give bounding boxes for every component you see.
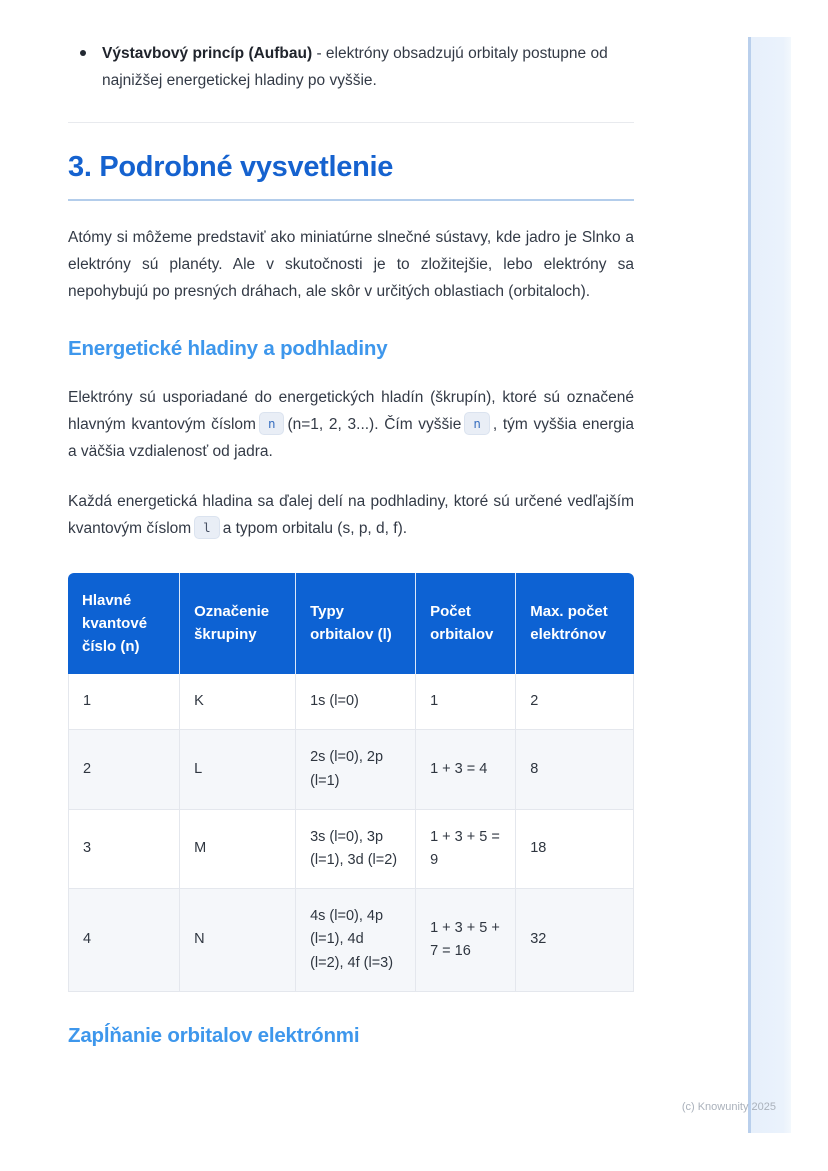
table-header-row [68,573,634,675]
paragraph-text: (n=1, 2, 3...). Čím vyššie [287,415,462,433]
list-item-description: - elektróny obsadzujú orbitaly postupne od najnižšej energetickej hladiny po vyššie. [102,45,608,90]
paragraph-text: , tým vyššia energia a väčšia vzdialenosť od jadra. [68,415,634,460]
inline-code-l: l [194,516,220,539]
inline-code-n: n [464,412,490,435]
document-content [68,0,634,1048]
table-row [68,730,634,809]
col-header-max-electrons: Max. počet elektrónov [516,573,634,675]
paragraph-text: a typom orbitalu (s, p, d, f). [222,519,408,537]
cell-orbital-types: 3s (l=0), 3p (l=1), 3d (l=2) [296,810,416,889]
intro-paragraph: Atómy si môžeme predstaviť ako miniatúrne slnečné sústavy, kde jadro je Slnko a elektróny sú planéty. Ale v skutočnosti je to zložitejšie, lebo elektróny sa nepohybujú po presných dráhach, ale skôr v určitých oblastiach (orbitaloch). [68,229,634,300]
col-header-n: Hlavné kvantové číslo (n) [68,573,180,675]
list-item-text [102,40,634,94]
cell-shell: M [180,810,296,889]
cell-n: 1 [68,674,180,730]
cell-orbital-count: 1 + 3 + 5 = 9 [416,810,516,889]
cell-orbital-types: 2s (l=0), 2p (l=1) [296,730,416,809]
paragraph-text: Elektróny sú usporiadané do energetických hladín (škrupín), ktoré sú označené hlavným kvantovým číslom [68,389,634,433]
cell-orbital-types: 1s (l=0) [296,674,416,730]
cell-orbital-count: 1 + 3 + 5 + 7 = 16 [416,889,516,992]
cell-max-electrons: 18 [516,810,634,889]
subheading-energy-levels: Energetické hladiny a podhladiny [68,337,388,361]
section-heading: 3. Podrobné vysvetlenie [68,151,634,201]
cell-shell: N [180,889,296,992]
paragraph-text: Každá energetická hladina sa ďalej delí na podhladiny, ktoré sú určené vedľajším kvantovým číslom [68,493,634,537]
paragraph-quantum-l [68,489,634,542]
col-header-orbital-count: Počet orbitalov [416,573,516,675]
cell-orbital-types: 4s (l=0), 4p (l=1), 4d (l=2), 4f (l=3) [296,889,416,992]
paragraph-quantum-n [68,385,634,465]
table-row [68,674,634,730]
quantum-levels-table [68,573,634,992]
copyright-note: (c) Knowunity 2025 [681,1101,776,1113]
cell-max-electrons: 32 [516,889,634,992]
cell-orbital-count: 1 + 3 = 4 [416,730,516,809]
cell-n: 4 [68,889,180,992]
quantum-levels-table-wrapper [68,573,634,992]
table-row [68,889,634,992]
cell-shell: L [180,730,296,809]
cell-n: 2 [68,730,180,809]
cell-n: 3 [68,810,180,889]
subheading-filling-orbitals: Zapĺňanie orbitalov elektrónmi [68,1023,360,1047]
inline-code-n: n [259,412,285,435]
bullet-icon [80,50,86,56]
col-header-orbital-types: Typy orbitalov (l) [296,573,416,675]
list-item-term: Výstavbový princíp (Aufbau) [102,45,313,62]
cell-max-electrons: 2 [516,674,634,730]
table-row [68,810,634,889]
cell-max-electrons: 8 [516,730,634,809]
list-item-aufbau [68,40,634,94]
cell-orbital-count: 1 [416,674,516,730]
section-divider [68,122,634,123]
page-side-accent-bar [748,37,791,1133]
col-header-shell: Označenie škrupiny [180,573,296,675]
cell-shell: K [180,674,296,730]
